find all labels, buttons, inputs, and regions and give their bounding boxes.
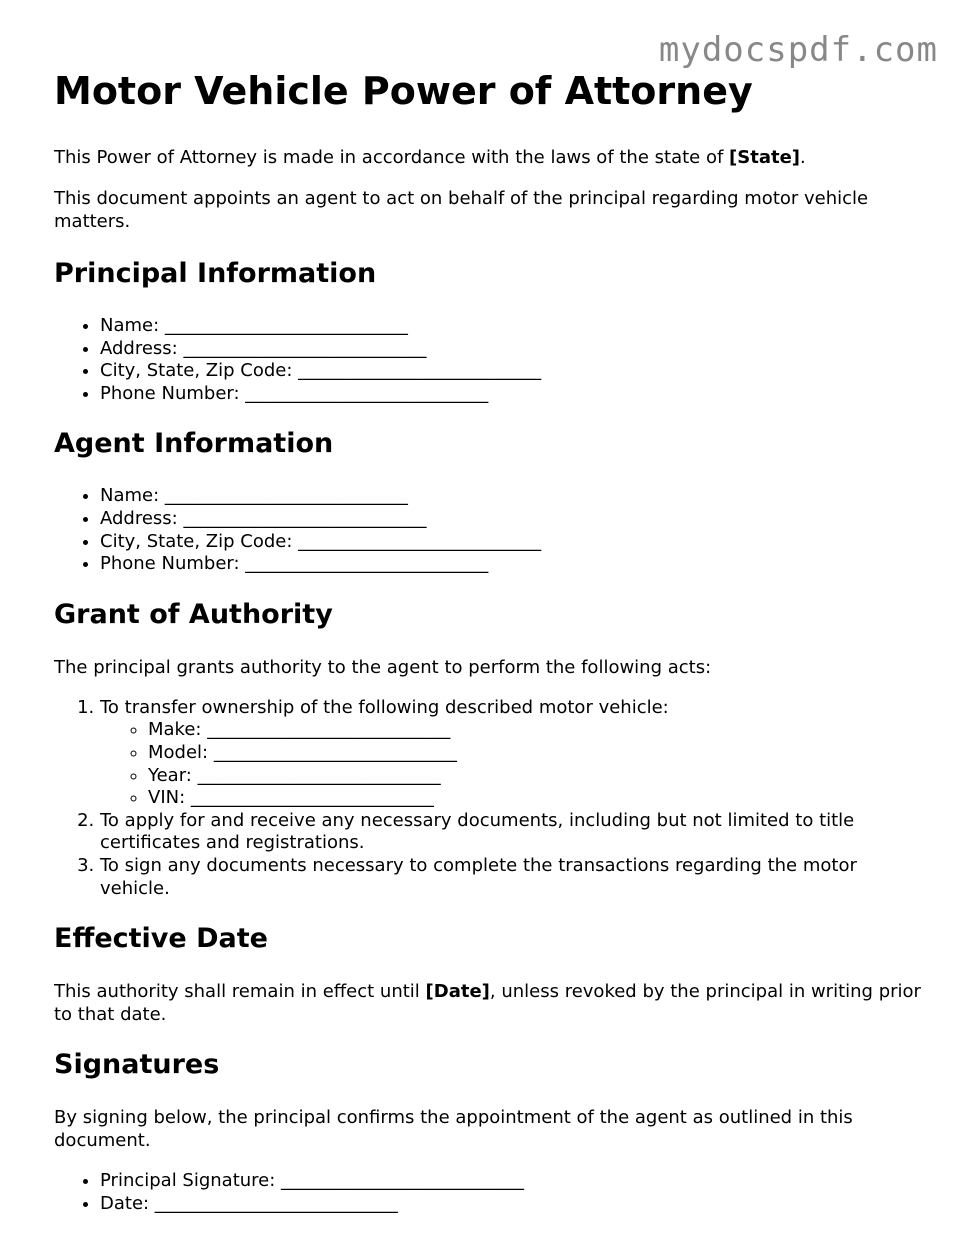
grant-heading: Grant of Authority bbox=[54, 598, 333, 630]
watermark: mydocspdf.com bbox=[658, 30, 938, 70]
agent-name-field: • Name: ___________________________ bbox=[100, 485, 924, 508]
effective-text-before: This authority shall remain in effect until bbox=[54, 981, 426, 1003]
grant-act-3: 3. To sign any documents necessary to complete the transactions regarding the motor vehicle. bbox=[100, 855, 924, 900]
principal-name-field: • Name: ___________________________ bbox=[100, 315, 924, 338]
grant-acts-list bbox=[54, 697, 924, 900]
principal-address-field: • Address: ___________________________ bbox=[100, 338, 924, 361]
intro-state-paragraph bbox=[54, 146, 924, 169]
intro-state-text: This Power of Attorney is made in accordance with the laws of the state of bbox=[54, 147, 730, 168]
grant-act-item bbox=[100, 697, 924, 810]
agent-list bbox=[54, 485, 924, 575]
principal-city-field: • City, State, Zip Code: ___________________________ bbox=[100, 360, 924, 383]
vehicle-year-field: ◦ Year: ___________________________ bbox=[148, 765, 924, 788]
signatures-heading: Signatures bbox=[54, 1049, 220, 1081]
signatures-paragraph: By signing below, the principal confirms the appointment of the agent as outlined in this document. bbox=[54, 1107, 853, 1152]
grant-intro: The principal grants authority to the agent to perform the following acts: bbox=[54, 656, 712, 678]
vehicle-details-list bbox=[100, 719, 924, 809]
agent-phone-field: • Phone Number: ___________________________ bbox=[100, 553, 924, 576]
agent-address-field: • Address: ___________________________ bbox=[100, 508, 924, 531]
grant-act-2: 2. To apply for and receive any necessary documents, including but not limited to title certificates and registrations. bbox=[100, 810, 924, 855]
signature-date-field: • Date: ___________________________ bbox=[100, 1193, 924, 1216]
principal-heading: Principal Information bbox=[54, 258, 377, 289]
effective-text-after: , unless revoked by the principal in writing prior to that date. bbox=[54, 981, 921, 1026]
date-placeholder: [Date] bbox=[425, 981, 490, 1003]
signatures-list bbox=[54, 1170, 924, 1215]
effective-paragraph bbox=[54, 980, 924, 1026]
grant-act-1: To transfer ownership of the following described motor vehicle: bbox=[100, 696, 669, 718]
vehicle-make-field: ◦ Make: ___________________________ bbox=[148, 719, 924, 742]
intro-appoint-paragraph: This document appoints an agent to act on behalf of the principal regarding motor vehicle matters. bbox=[54, 188, 869, 232]
document-body bbox=[54, 66, 924, 1215]
agent-city-field: • City, State, Zip Code: ___________________________ bbox=[100, 531, 924, 554]
principal-signature-field: • Principal Signature: ___________________________ bbox=[100, 1170, 924, 1193]
principal-phone-field: • Phone Number: ___________________________ bbox=[100, 383, 924, 406]
vehicle-model-field: ◦ Model: ___________________________ bbox=[148, 742, 924, 765]
state-placeholder: [State] bbox=[729, 147, 801, 168]
vehicle-vin-field: ◦ VIN: ___________________________ bbox=[148, 787, 924, 810]
principal-list bbox=[54, 315, 924, 405]
agent-heading: Agent Information bbox=[54, 428, 334, 460]
intro-state-period: . bbox=[800, 147, 806, 168]
effective-heading: Effective Date bbox=[54, 923, 268, 955]
document-title: Motor Vehicle Power of Attorney bbox=[54, 69, 753, 113]
